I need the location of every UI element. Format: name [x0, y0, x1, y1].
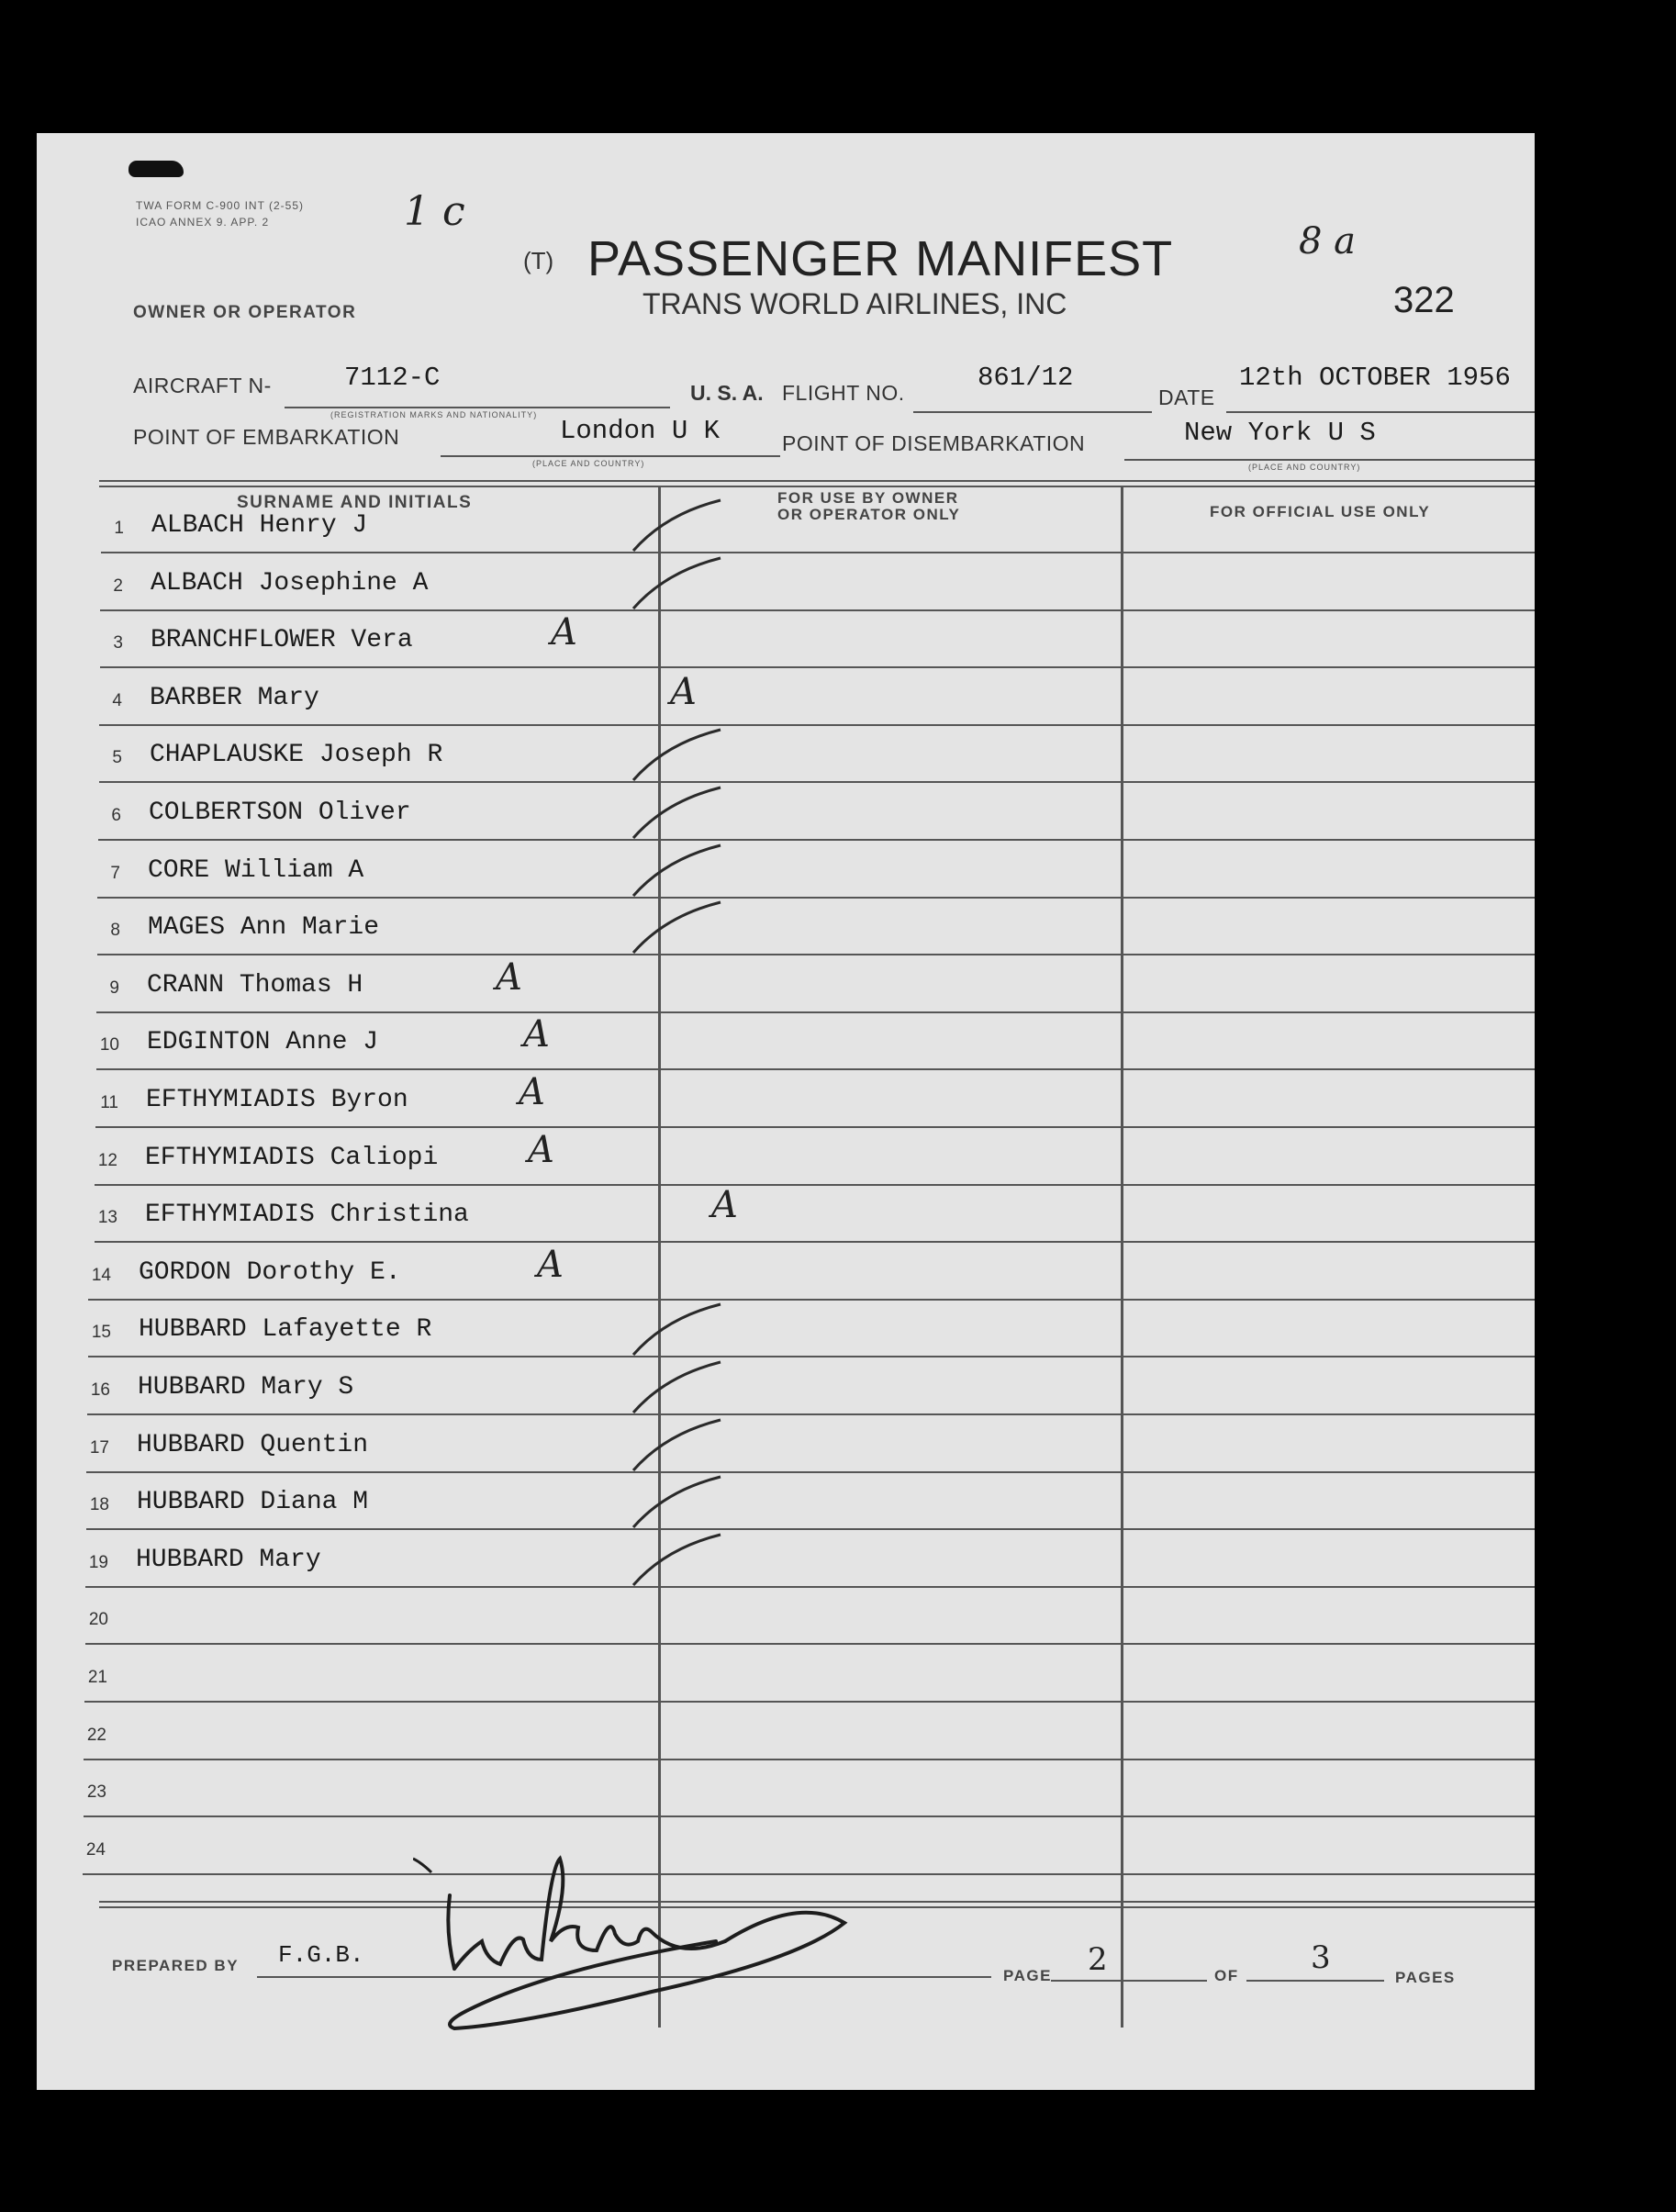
row-number: 24 [85, 1839, 106, 1860]
row-number: 12 [97, 1150, 117, 1170]
page-title: PASSENGER MANIFEST [587, 231, 1174, 286]
check-tick [629, 1357, 730, 1422]
row-rule [99, 724, 1535, 726]
row-rule [100, 609, 1535, 611]
row-rule [95, 1184, 1535, 1186]
row-rule [95, 1241, 1535, 1243]
disembarkation-sublabel: (PLACE AND COUNTRY) [1248, 463, 1361, 472]
table-top-rule [99, 480, 1535, 482]
row-rule [101, 552, 1535, 553]
passenger-name: CRANN Thomas H [147, 970, 363, 1000]
row-number: 6 [111, 806, 121, 825]
page-number: 2 [1088, 1941, 1108, 1978]
row-rule [85, 1643, 1535, 1645]
row-rule [97, 897, 1535, 899]
check-tick [629, 1300, 730, 1364]
row-rule [85, 1586, 1535, 1588]
handwritten-note-right: 8 a [1299, 220, 1357, 263]
handwritten-mark: A [551, 611, 577, 654]
flight-label-prefix: U. S. A. [690, 381, 764, 405]
row-number: 14 [91, 1265, 111, 1285]
passenger-name: ALBACH Henry J [151, 511, 368, 540]
prepared-by-label: PREPARED BY [112, 1957, 240, 1974]
row-number: 19 [88, 1552, 108, 1572]
row-rule [95, 1126, 1535, 1128]
row-rule [88, 1356, 1535, 1357]
embarkation-underline [441, 455, 780, 457]
row-rule [88, 1299, 1535, 1301]
flight-underline [913, 411, 1152, 413]
column-official-header: FOR OFFICIAL USE ONLY [1210, 503, 1431, 520]
check-tick [629, 1530, 730, 1594]
title-prefix: (T) [523, 247, 554, 274]
airline-name: TRANS WORLD AIRLINES, INC [642, 287, 1067, 320]
disembarkation-value: New York U S [1184, 418, 1376, 448]
passenger-name: MAGES Ann Marie [148, 913, 380, 943]
date-underline [1226, 411, 1535, 413]
row-number: 22 [86, 1725, 106, 1745]
passenger-name: HUBBARD Quentin [137, 1430, 369, 1459]
embarkation-label: POINT OF EMBARKATION [133, 425, 400, 449]
check-tick [629, 725, 730, 789]
row-rule [97, 954, 1535, 955]
row-number: 21 [87, 1668, 107, 1687]
row-number: 16 [90, 1380, 110, 1400]
row-rule [84, 1701, 1535, 1703]
check-tick [629, 1472, 730, 1536]
row-number: 23 [86, 1782, 106, 1803]
embarkation-value: London U K [560, 416, 721, 446]
total-pages: 3 [1311, 1939, 1331, 1976]
check-tick [629, 898, 730, 962]
handwritten-mark: A [519, 1071, 545, 1113]
check-tick [629, 496, 730, 560]
pages-label: PAGES [1395, 1969, 1456, 1986]
embarkation-sublabel: (PLACE AND COUNTRY) [532, 459, 645, 468]
owner-label: OWNER OR OPERATOR [133, 303, 357, 322]
passenger-name: CORE William A [148, 855, 364, 885]
row-rule [99, 781, 1535, 783]
check-tick [629, 841, 730, 905]
aircraft-underline [285, 407, 670, 408]
form-number: TWA FORM C-900 INT (2-55) [136, 199, 305, 212]
row-number: 13 [97, 1208, 117, 1228]
page-number-underline [1051, 1980, 1207, 1982]
handwritten-note-left: 1 c [404, 188, 465, 235]
row-number: 2 [113, 575, 123, 596]
passenger-name: BARBER Mary [150, 683, 319, 712]
passenger-name: EFTHYMIADIS Byron [146, 1086, 408, 1114]
flight-label: FLIGHT NO. [782, 381, 905, 405]
row-rule [86, 1471, 1535, 1473]
icao-annex: ICAO ANNEX 9. APP. 2 [136, 216, 270, 229]
aircraft-sublabel: (REGISTRATION MARKS AND NATIONALITY) [330, 410, 538, 419]
column-surname-header: SURNAME AND INITIALS [237, 493, 473, 512]
row-number: 1 [114, 519, 124, 538]
check-tick [629, 783, 730, 847]
passenger-name: COLBERTSON Oliver [149, 799, 411, 827]
passenger-name: GORDON Dorothy E. [139, 1257, 401, 1287]
row-number: 18 [89, 1495, 109, 1515]
passenger-name: CHAPLAUSKE Joseph R [150, 741, 443, 770]
row-rule [98, 839, 1535, 841]
table-top-rule-2 [99, 486, 1535, 487]
prepared-by-value: F.G.B. [278, 1941, 364, 1969]
column-owner-header-2: OR OPERATOR ONLY [777, 506, 961, 523]
row-number: 10 [99, 1035, 119, 1056]
row-rule [96, 1068, 1535, 1070]
disembarkation-label: POINT OF DISEMBARKATION [782, 431, 1086, 455]
passenger-name: HUBBARD Mary [136, 1545, 321, 1574]
column-divider-right [1121, 486, 1123, 2028]
row-rule [96, 1011, 1535, 1013]
row-number: 7 [110, 863, 120, 883]
handwritten-mark: A [711, 1184, 738, 1227]
date-label: DATE [1158, 385, 1215, 409]
passenger-name: EFTHYMIADIS Christina [145, 1201, 469, 1230]
column-divider-left [658, 486, 661, 2028]
of-label: OF [1214, 1967, 1239, 1984]
row-rule [84, 1759, 1535, 1760]
handwritten-mark: A [523, 1013, 550, 1056]
aircraft-value: 7112-C [344, 363, 441, 393]
row-number: 17 [89, 1437, 109, 1458]
manifest-sheet [37, 133, 1535, 2090]
handwritten-mark: A [528, 1128, 554, 1171]
row-rule [86, 1528, 1535, 1530]
document-number: 322 [1393, 280, 1455, 320]
passenger-name: EDGINTON Anne J [147, 1028, 379, 1057]
column-owner-header-1: FOR USE BY OWNER [777, 489, 959, 507]
row-number: 5 [112, 748, 122, 768]
handwritten-mark: A [670, 670, 697, 713]
disembarkation-underline [1124, 459, 1535, 461]
signature [413, 1831, 890, 2042]
passenger-name: BRANCHFLOWER Vera [151, 626, 413, 655]
ink-blot [128, 161, 184, 177]
row-number: 4 [112, 690, 122, 710]
passenger-name: HUBBARD Mary S [138, 1373, 354, 1402]
row-number: 15 [91, 1323, 111, 1343]
row-number: 11 [100, 1093, 118, 1112]
passenger-name: ALBACH Josephine A [151, 568, 429, 598]
handwritten-mark: A [496, 955, 522, 999]
row-number: 3 [113, 633, 123, 654]
flight-value: 861/12 [978, 363, 1074, 393]
row-number: 20 [88, 1610, 108, 1630]
check-tick [629, 1415, 730, 1480]
total-pages-underline [1246, 1980, 1384, 1982]
page-label: PAGE [1003, 1967, 1052, 1984]
passenger-name: EFTHYMIADIS Caliopi [145, 1143, 439, 1172]
row-number: 9 [109, 978, 119, 998]
row-rule [100, 666, 1535, 668]
passenger-name: HUBBARD Lafayette R [139, 1315, 432, 1345]
row-number: 8 [110, 921, 120, 941]
handwritten-mark: A [537, 1243, 564, 1286]
row-rule [87, 1413, 1535, 1415]
check-tick [629, 553, 730, 618]
date-value: 12th OCTOBER 1956 [1239, 363, 1511, 393]
passenger-name: HUBBARD Diana M [137, 1488, 369, 1517]
aircraft-label: AIRCRAFT N- [133, 374, 272, 397]
row-rule [84, 1815, 1535, 1817]
